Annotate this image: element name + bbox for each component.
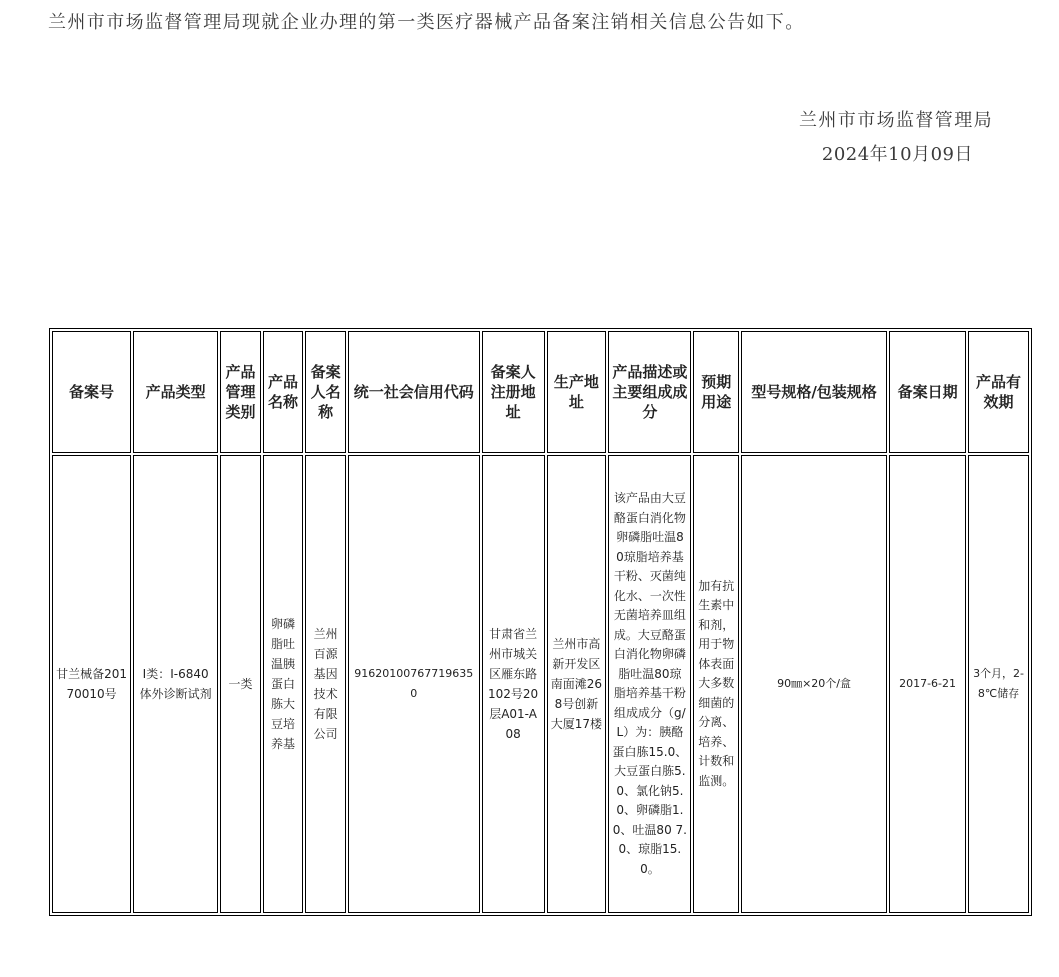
cell-description: 该产品由大豆酪蛋白消化物卵磷脂吐温80琼脂培养基干粉、灭菌纯化水、一次性无菌培养皿组成。大豆酪蛋白消化物卵磷脂吐温80琼脂培养基干粉组成成分（g/L）为：胰酪蛋白胨15.0、大豆蛋白胨5.0、氯化钠5.0、卵磷脂1.0、吐温80 7.0、琼脂15.0。 bbox=[608, 455, 691, 913]
cell-validity: 3个月，2-8℃储存 bbox=[968, 455, 1029, 913]
cell-filer-name: 兰州百源基因技术有限公司 bbox=[305, 455, 346, 913]
header-intended-use: 预期用途 bbox=[693, 331, 739, 453]
record-table bbox=[49, 328, 1032, 916]
cell-production-address: 兰州市高新开发区南面滩268号创新大厦17楼 bbox=[547, 455, 607, 913]
header-record-date: 备案日期 bbox=[889, 331, 966, 453]
header-credit-code: 统一社会信用代码 bbox=[348, 331, 480, 453]
header-production-address: 生产地址 bbox=[547, 331, 607, 453]
cell-registered-address: 甘肃省兰州市城关区雁东路102号20层A01-A08 bbox=[482, 455, 545, 913]
cell-category: 一类 bbox=[220, 455, 261, 913]
table-header-row bbox=[52, 331, 1029, 453]
cell-spec: 90㎜×20个/盒 bbox=[741, 455, 887, 913]
header-product-type: 产品类型 bbox=[133, 331, 218, 453]
cell-product-type: I类：I-6840体外诊断试剂 bbox=[133, 455, 218, 913]
notice-intro: 兰州市市场监督管理局现就企业办理的第一类医疗器械产品备案注销相关信息公告如下。 bbox=[48, 12, 805, 33]
cell-credit-code: 916201007677196350 bbox=[348, 455, 480, 913]
notice-date: 2024年10月09日 bbox=[821, 144, 973, 165]
issuer-name: 兰州市市场监督管理局 bbox=[799, 110, 993, 131]
cell-intended-use: 加有抗生素中和剂，用于物体表面大多数细菌的分离、培养、计数和监测。 bbox=[693, 455, 739, 913]
table-row bbox=[52, 455, 1029, 913]
cell-record-date: 2017-6-21 bbox=[889, 455, 966, 913]
cell-record-no: 甘兰械备20170010号 bbox=[52, 455, 131, 913]
header-description: 产品描述或主要组成成分 bbox=[608, 331, 691, 453]
header-record-no: 备案号 bbox=[52, 331, 131, 453]
header-product-name: 产品名称 bbox=[263, 331, 304, 453]
header-spec: 型号规格/包装规格 bbox=[741, 331, 887, 453]
cell-product-name: 卵磷脂吐温胰蛋白胨大豆培养基 bbox=[263, 455, 304, 913]
header-filer-name: 备案人名称 bbox=[305, 331, 346, 453]
header-category: 产品管理类别 bbox=[220, 331, 261, 453]
header-validity: 产品有效期 bbox=[968, 331, 1029, 453]
header-registered-address: 备案人注册地址 bbox=[482, 331, 545, 453]
